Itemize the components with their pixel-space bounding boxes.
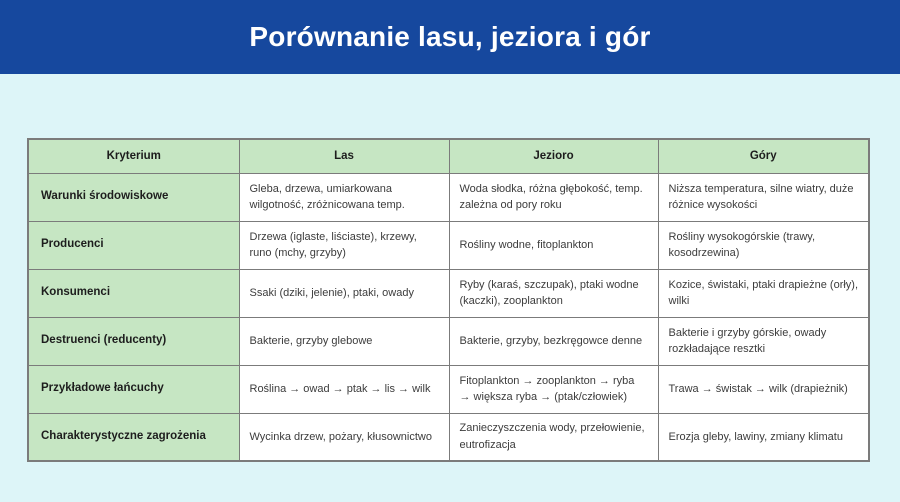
cell-gory: Trawa → świstak → wilk (drapieżnik) [658, 365, 869, 413]
table-body [28, 173, 869, 461]
row-criterion-label: Destruenci (reducenty) [28, 317, 239, 365]
cell-jezioro: Rośliny wodne, fitoplankton [449, 221, 658, 269]
comparison-table-container [27, 138, 868, 462]
cell-jezioro: Ryby (karaś, szczupak), ptaki wodne (kaczki), zooplankton [449, 269, 658, 317]
cell-gory: Erozja gleby, lawiny, zmiany klimatu [658, 413, 869, 461]
column-header-las: Las [239, 139, 449, 173]
cell-las: Drzewa (iglaste, liściaste), krzewy, runo (mchy, grzyby) [239, 221, 449, 269]
table-header [28, 139, 869, 173]
cell-las: Bakterie, grzyby glebowe [239, 317, 449, 365]
row-criterion-label: Producenci [28, 221, 239, 269]
table-row [28, 221, 869, 269]
row-criterion-label: Przykładowe łańcuchy [28, 365, 239, 413]
row-criterion-label: Warunki środowiskowe [28, 173, 239, 221]
cell-gory: Kozice, świstaki, ptaki drapieżne (orły), wilki [658, 269, 869, 317]
table-row [28, 269, 869, 317]
column-header-kryterium: Kryterium [28, 139, 239, 173]
table-row [28, 413, 869, 461]
comparison-table [27, 138, 870, 462]
cell-las: Roślina → owad → ptak → lis → wilk [239, 365, 449, 413]
table-row [28, 317, 869, 365]
cell-las: Ssaki (dziki, jelenie), ptaki, owady [239, 269, 449, 317]
page-banner [0, 0, 900, 74]
cell-jezioro: Woda słodka, różna głębokość, temp. zależna od pory roku [449, 173, 658, 221]
page-title: Porównanie lasu, jeziora i gór [249, 21, 651, 52]
cell-gory: Niższa temperatura, silne wiatry, duże różnice wysokości [658, 173, 869, 221]
column-header-jezioro: Jezioro [449, 139, 658, 173]
cell-las: Gleba, drzewa, umiarkowana wilgotność, zróżnicowana temp. [239, 173, 449, 221]
cell-jezioro: Fitoplankton → zooplankton → ryba → większa ryba → (ptak/człowiek) [449, 365, 658, 413]
table-row [28, 365, 869, 413]
cell-gory: Rośliny wysokogórskie (trawy, kosodrzewina) [658, 221, 869, 269]
table-header-row [28, 139, 869, 173]
cell-jezioro: Bakterie, grzyby, bezkręgowce denne [449, 317, 658, 365]
cell-gory: Bakterie i grzyby górskie, owady rozkładające resztki [658, 317, 869, 365]
cell-jezioro: Zanieczyszczenia wody, przełowienie, eutrofizacja [449, 413, 658, 461]
table-row [28, 173, 869, 221]
row-criterion-label: Konsumenci [28, 269, 239, 317]
row-criterion-label: Charakterystyczne zagrożenia [28, 413, 239, 461]
column-header-gory: Góry [658, 139, 869, 173]
cell-las: Wycinka drzew, pożary, kłusownictwo [239, 413, 449, 461]
